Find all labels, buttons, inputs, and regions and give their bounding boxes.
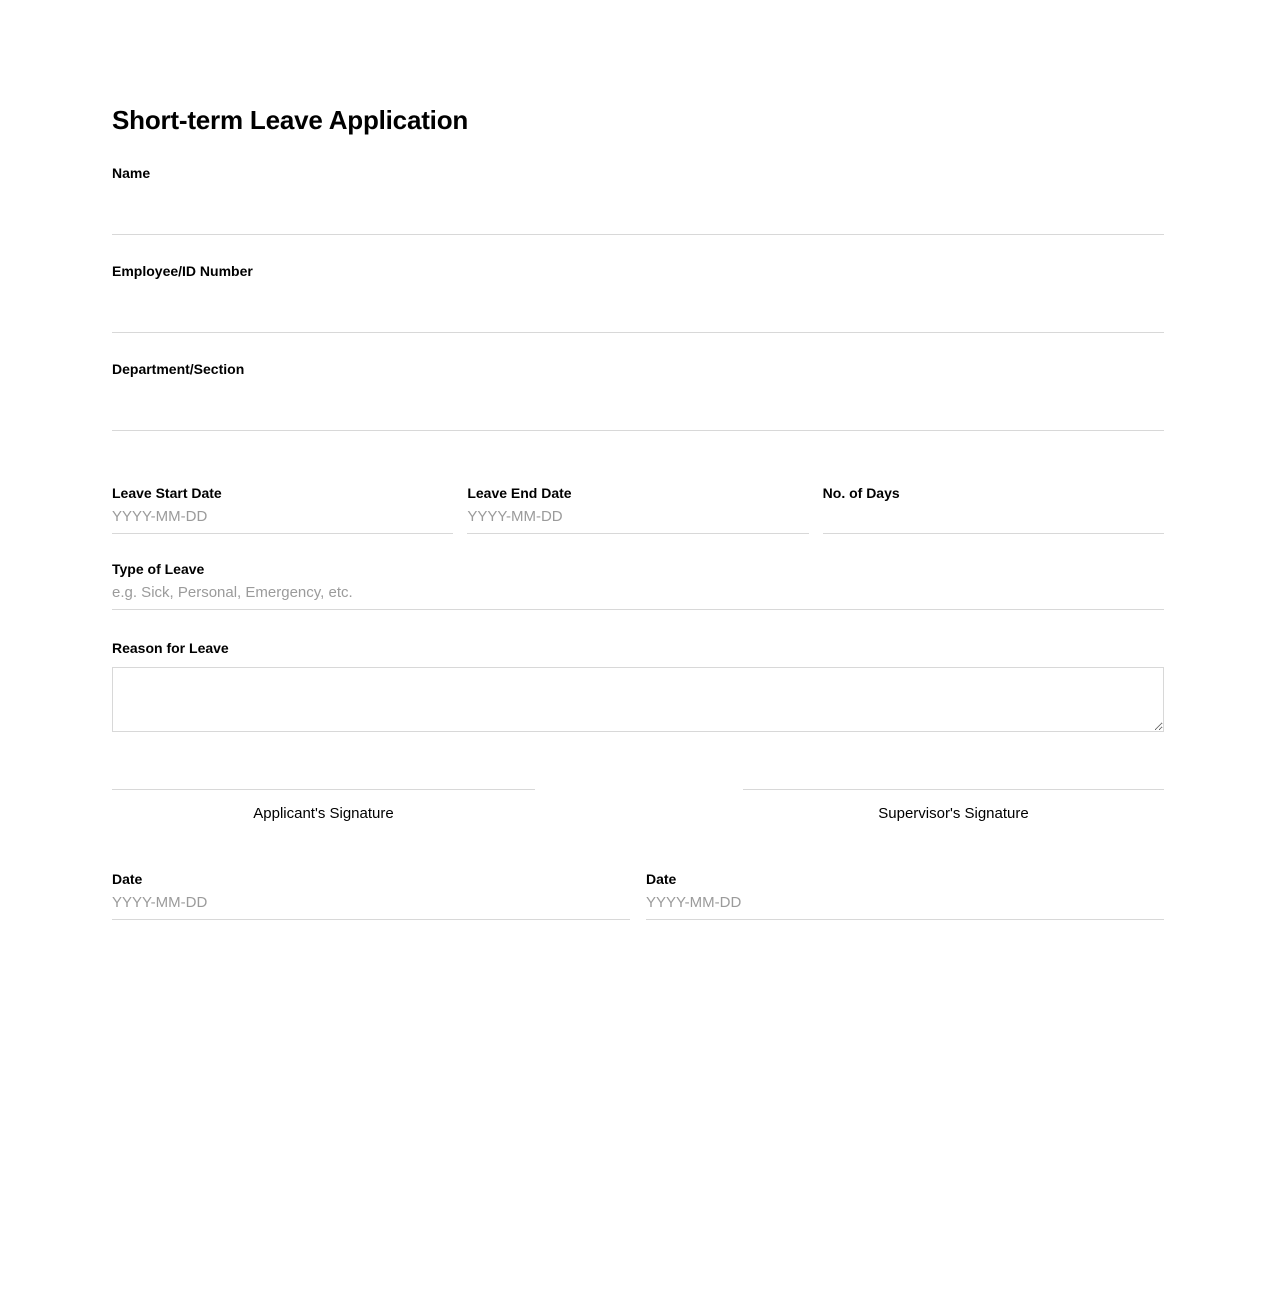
- field-leave-start: [112, 484, 453, 534]
- applicant-date-label: Date: [112, 870, 143, 887]
- supervisor-signature-block: [743, 789, 1164, 824]
- reason-textarea[interactable]: [112, 667, 1164, 732]
- applicant-date-input[interactable]: [112, 891, 630, 920]
- applicant-signature-block: [112, 789, 535, 824]
- leave-dates-row: [112, 484, 1164, 534]
- applicant-signature-caption: Applicant's Signature: [253, 804, 394, 822]
- type-of-leave-input[interactable]: [112, 581, 1164, 610]
- leave-end-input[interactable]: [467, 505, 808, 534]
- field-reason: [112, 639, 1164, 732]
- supervisor-signature-caption: Supervisor's Signature: [878, 804, 1029, 822]
- field-type-of-leave: [112, 560, 1164, 610]
- leave-start-input[interactable]: [112, 505, 453, 534]
- field-department: [112, 360, 1164, 431]
- supervisor-date-label: Date: [646, 870, 677, 887]
- department-input[interactable]: [112, 390, 1164, 431]
- field-num-days: [823, 484, 1164, 534]
- signature-dates-row: [112, 870, 1164, 920]
- page-title: Short-term Leave Application: [112, 105, 469, 135]
- reason-label: Reason for Leave: [112, 639, 229, 656]
- num-days-input[interactable]: [823, 505, 1164, 534]
- field-leave-end: [467, 484, 808, 534]
- supervisor-date-input[interactable]: [646, 891, 1164, 920]
- department-label: Department/Section: [112, 360, 245, 377]
- employee-id-input[interactable]: [112, 292, 1164, 333]
- leave-end-label: Leave End Date: [467, 484, 572, 501]
- name-label: Name: [112, 164, 151, 181]
- type-of-leave-label: Type of Leave: [112, 560, 205, 577]
- leave-application-form: [112, 106, 1164, 920]
- leave-start-label: Leave Start Date: [112, 484, 222, 501]
- employee-id-label: Employee/ID Number: [112, 262, 253, 279]
- num-days-label: No. of Days: [822, 484, 900, 501]
- field-supervisor-date: [646, 870, 1164, 920]
- signature-row: [112, 789, 1164, 824]
- field-applicant-date: [112, 870, 630, 920]
- field-name: [112, 164, 1164, 235]
- field-employee-id: [112, 262, 1164, 333]
- name-input[interactable]: [112, 194, 1164, 235]
